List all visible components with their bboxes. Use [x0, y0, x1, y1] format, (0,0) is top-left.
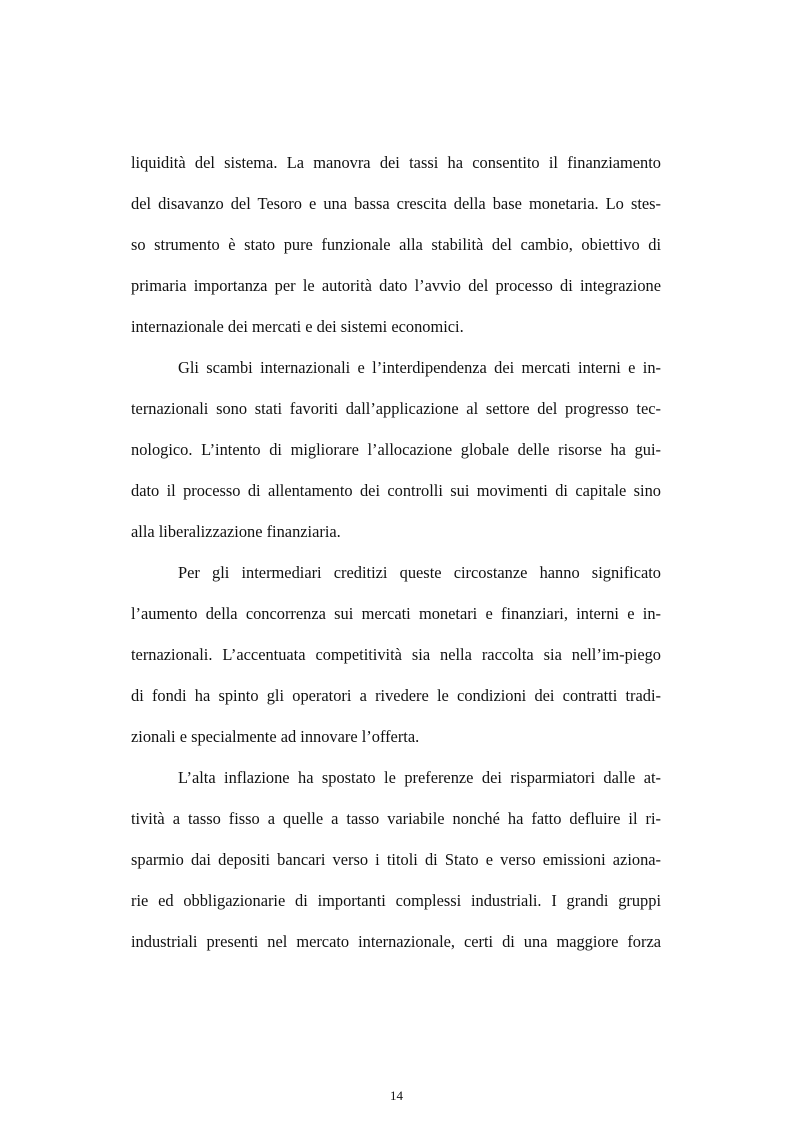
text-line: ternazionali sono stati favoriti dall’applicazione al settore del progresso tec- — [131, 399, 661, 418]
text-line: sparmio dai depositi bancari verso i titoli di Stato e verso emissioni aziona- — [131, 850, 661, 869]
text-line: l’aumento della concorrenza sui mercati monetari e finanziari, interni e in- — [131, 604, 661, 623]
paragraph-4 — [131, 757, 661, 962]
page-number: 14 — [390, 1088, 403, 1103]
paragraph-2 — [131, 347, 661, 552]
text-line: nologico. L’intento di migliorare l’allocazione globale delle risorse ha gui- — [131, 440, 661, 459]
text-line: industriali presenti nel mercato internazionale, certi di una maggiore forza — [131, 932, 661, 951]
text-line: primaria importanza per le autorità dato l’avvio del processo di integrazione — [131, 276, 661, 295]
text-line: liquidità del sistema. La manovra dei tassi ha consentito il finanziamento — [131, 153, 661, 172]
text-line: alla liberalizzazione finanziaria. — [131, 522, 341, 541]
text-line: rie ed obbligazionarie di importanti complessi industriali. I grandi gruppi — [131, 891, 661, 910]
text-line: del disavanzo del Tesoro e una bassa crescita della base monetaria. Lo stes- — [131, 194, 661, 213]
paragraph-1 — [131, 142, 661, 347]
text-line: tività a tasso fisso a quelle a tasso variabile nonché ha fatto defluire il ri- — [131, 809, 661, 828]
text-line: di fondi ha spinto gli operatori a rivedere le condizioni dei contratti tradi- — [131, 686, 661, 705]
text-line: dato il processo di allentamento dei controlli sui movimenti di capitale sino — [131, 481, 661, 500]
text-line: Per gli intermediari creditizi queste circostanze hanno significato — [178, 563, 661, 582]
text-line: Gli scambi internazionali e l’interdipendenza dei mercati interni e in- — [178, 358, 661, 377]
text-line: ternazionali. L’accentuata competitività sia nella raccolta sia nell’im-piego — [131, 645, 661, 664]
text-line: so strumento è stato pure funzionale alla stabilità del cambio, obiettivo di — [131, 235, 661, 254]
text-line: L’alta inflazione ha spostato le preferenze dei risparmiatori dalle at- — [178, 768, 661, 787]
document-body — [131, 142, 661, 962]
paragraph-3 — [131, 552, 661, 757]
text-line: internazionale dei mercati e dei sistemi economici. — [131, 317, 464, 336]
text-line: zionali e specialmente ad innovare l’offerta. — [131, 727, 420, 746]
